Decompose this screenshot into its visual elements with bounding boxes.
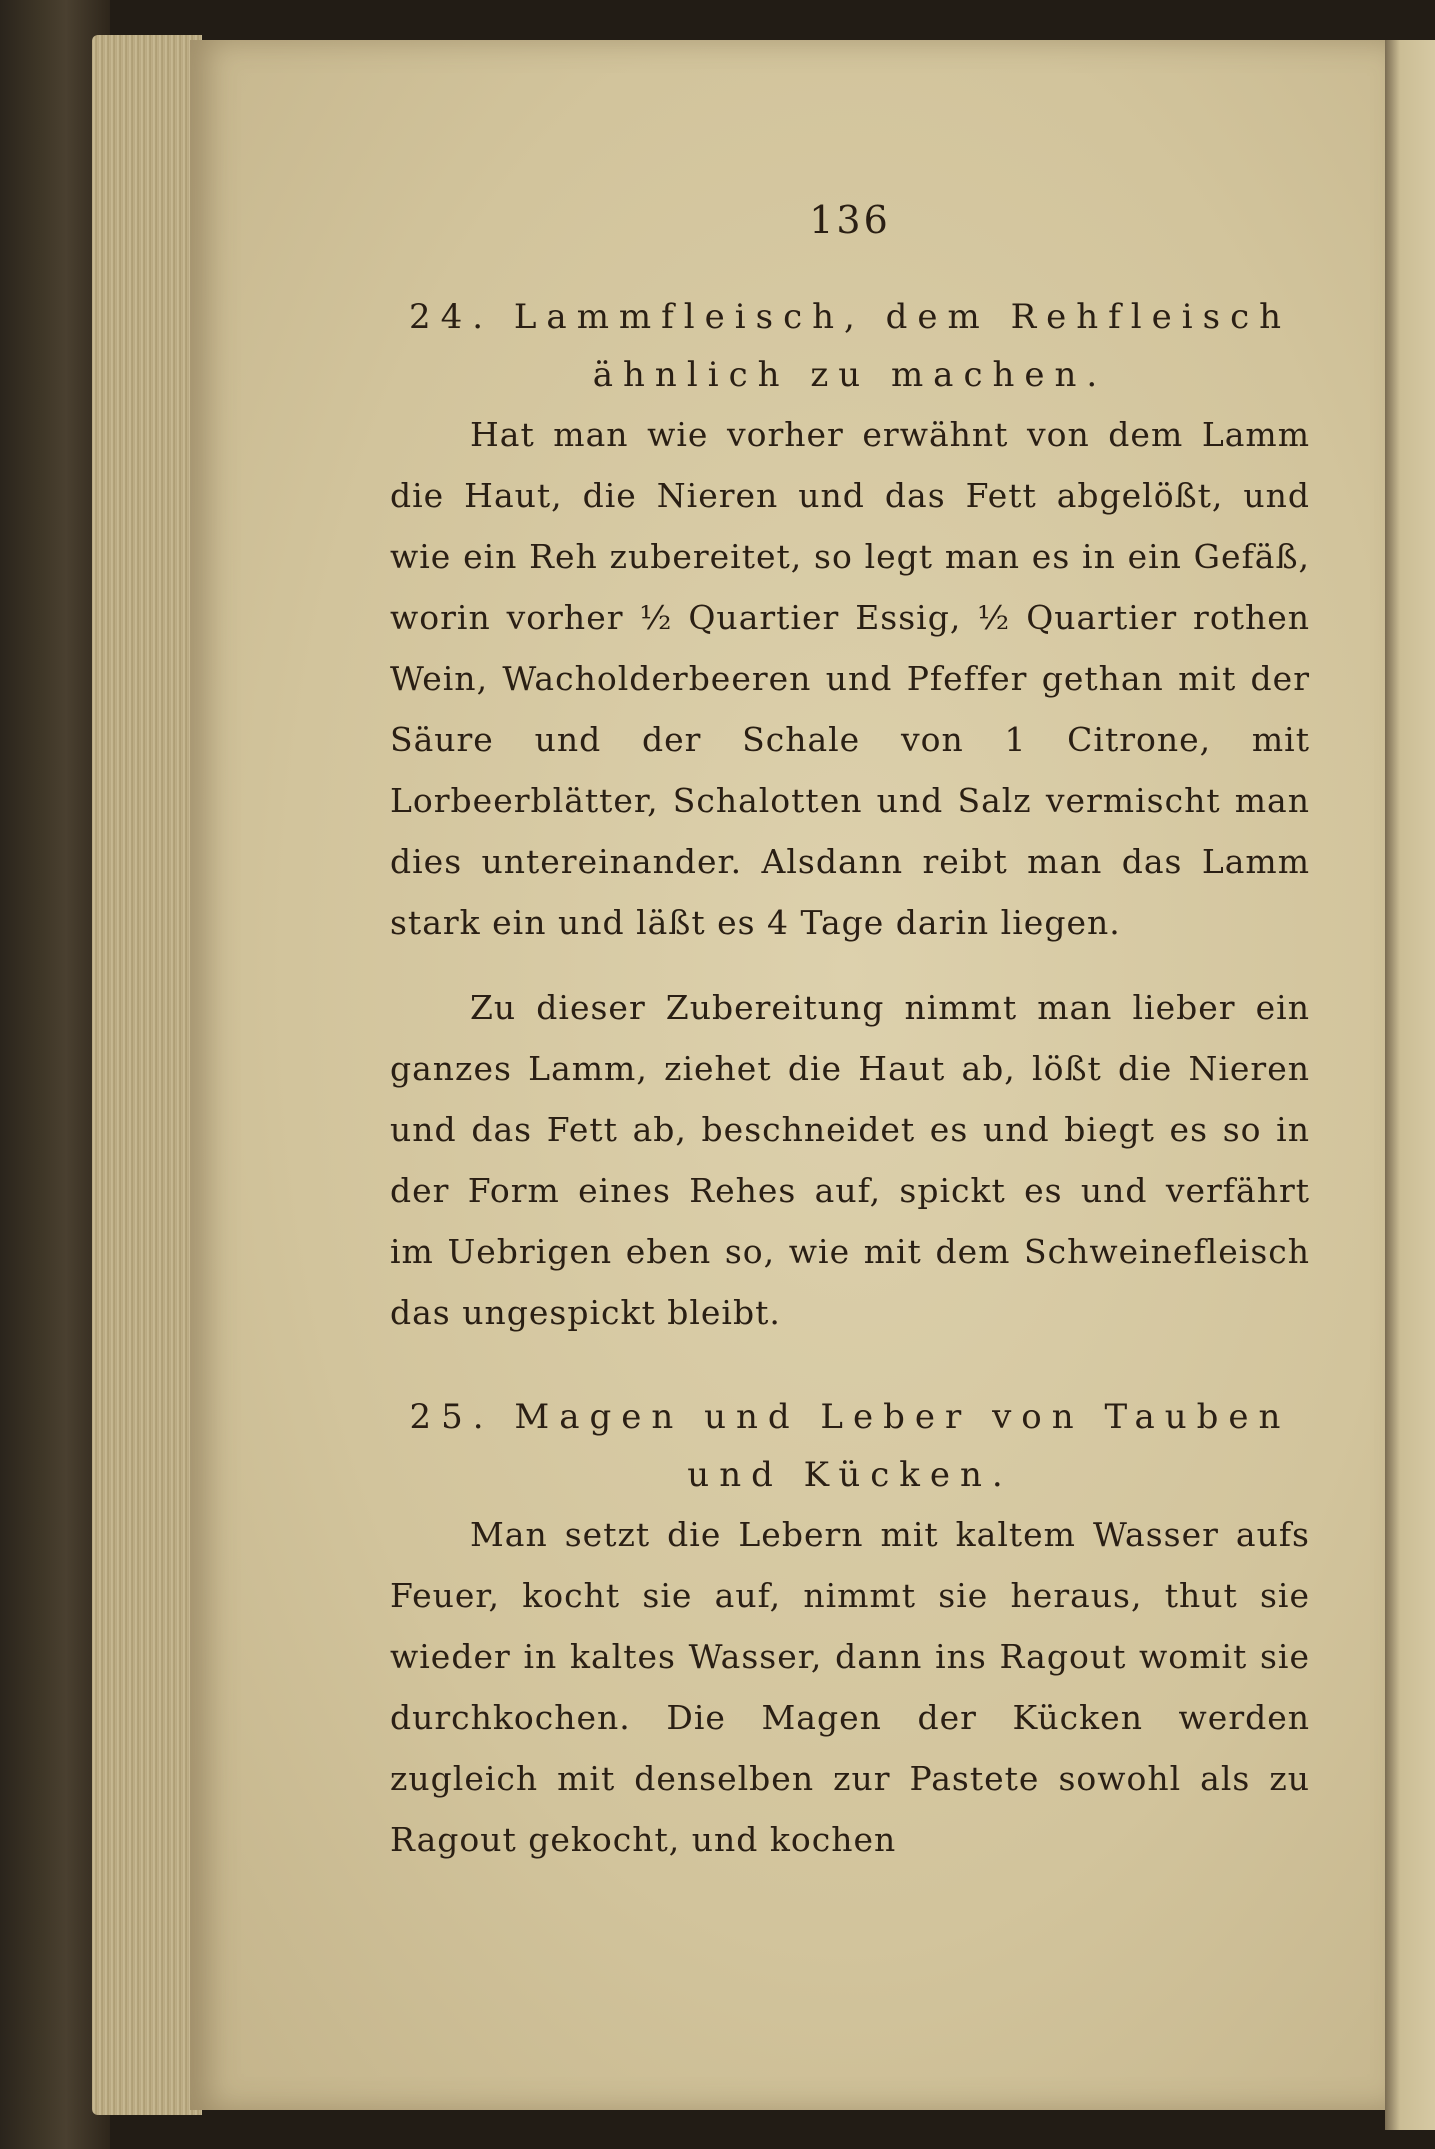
page-text (390, 180, 1310, 1870)
heading-line: ähnlich zu machen. (592, 355, 1108, 395)
page-edges (92, 35, 202, 2115)
heading-line: und Kücken. (687, 1455, 1013, 1495)
paragraph: Hat man wie vorher erwähnt von dem Lamm die Haut, die Nieren und das Fett abgelößt, und wie ein Reh zubereitet, so legt man es in ein Gefäß, worin vorher ½ Quartier Essig, ½ Quartier rothen Wein, Wacholderbeeren und Pfeffer gethan mit der Säure und der Schale von 1 Citrone, mit Lorbeerblätter, Schalotten und Salz vermischt man dies untereinander. Alsdann reibt man das Lamm stark ein und läßt es 4 Tage darin liegen. (390, 415, 1310, 942)
heading-line: 24. Lammfleisch, dem Rehfleisch (408, 297, 1292, 337)
section-heading-25 (390, 1388, 1310, 1504)
heading-line: 25. Magen und Leber von Tauben (409, 1397, 1291, 1437)
paragraph: Zu dieser Zubereitung nimmt man lieber ein ganzes Lamm, ziehet die Haut ab, lößt die Nieren und das Fett ab, beschneidet es und biegt es so in der Form eines Rehes auf, spickt es und verfährt im Uebrigen eben so, wie mit dem Schweinefleisch das ungespickt bleibt. (390, 988, 1310, 1332)
section-heading-24 (390, 288, 1310, 404)
paragraph: Man setzt die Lebern mit kaltem Wasser aufs Feuer, kocht sie auf, nimmt sie heraus, thut sie wieder in kaltes Wasser, dann ins Ragout womit sie durchkochen. Die Magen der Kücken werden zugleich mit denselben zur Pastete sowohl als zu Ragout gekocht, und kochen (390, 1515, 1310, 1859)
page-number: 136 (809, 198, 891, 242)
facing-page-edge (1385, 40, 1435, 2130)
